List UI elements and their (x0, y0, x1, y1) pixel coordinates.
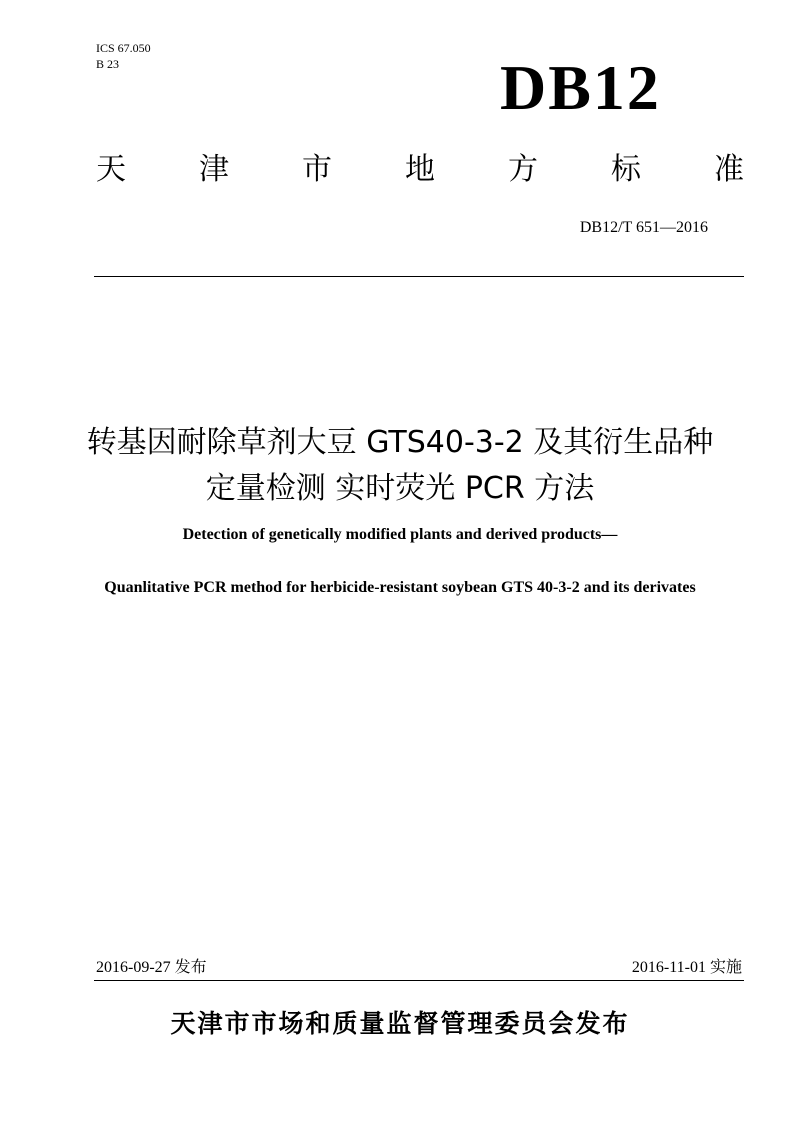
ics-code: ICS 67.050 (96, 41, 151, 55)
bottom-divider (94, 980, 744, 981)
standard-type-char: 天 (96, 152, 126, 187)
chinese-title (0, 420, 800, 512)
chinese-title-line-2: 定量检测 实时荧光 PCR 方法 (205, 471, 595, 506)
db12-logo: DB12 (500, 52, 661, 123)
standard-type-char: 地 (405, 152, 435, 187)
implementation-date: 2016-11-01 实施 (631, 959, 742, 976)
classification-codes (96, 40, 151, 72)
chinese-title-line-1: 转基因耐除草剂大豆 GTS40-3-2 及其衍生品种 (86, 425, 714, 460)
standard-type-char: 准 (714, 152, 744, 187)
standard-type-char: 津 (199, 152, 229, 187)
standard-number: DB12/T 651—2016 (579, 219, 708, 236)
ccs-code: B 23 (96, 57, 120, 71)
standard-type-heading (96, 148, 744, 192)
english-title-line-1: Detection of genetically modified plants and derived products— (182, 526, 618, 543)
standard-type-char: 标 (611, 152, 641, 187)
standard-type-char: 方 (508, 152, 538, 187)
standard-type-char: 市 (302, 152, 332, 187)
issue-date: 2016-09-27 发布 (96, 959, 207, 976)
publisher: 天津市市场和质量监督管理委员会发布 (170, 1009, 630, 1038)
english-title-line-2: Quanlitative PCR method for herbicide-resistant soybean GTS 40-3-2 and its derivates (104, 579, 696, 596)
top-divider (94, 276, 744, 277)
